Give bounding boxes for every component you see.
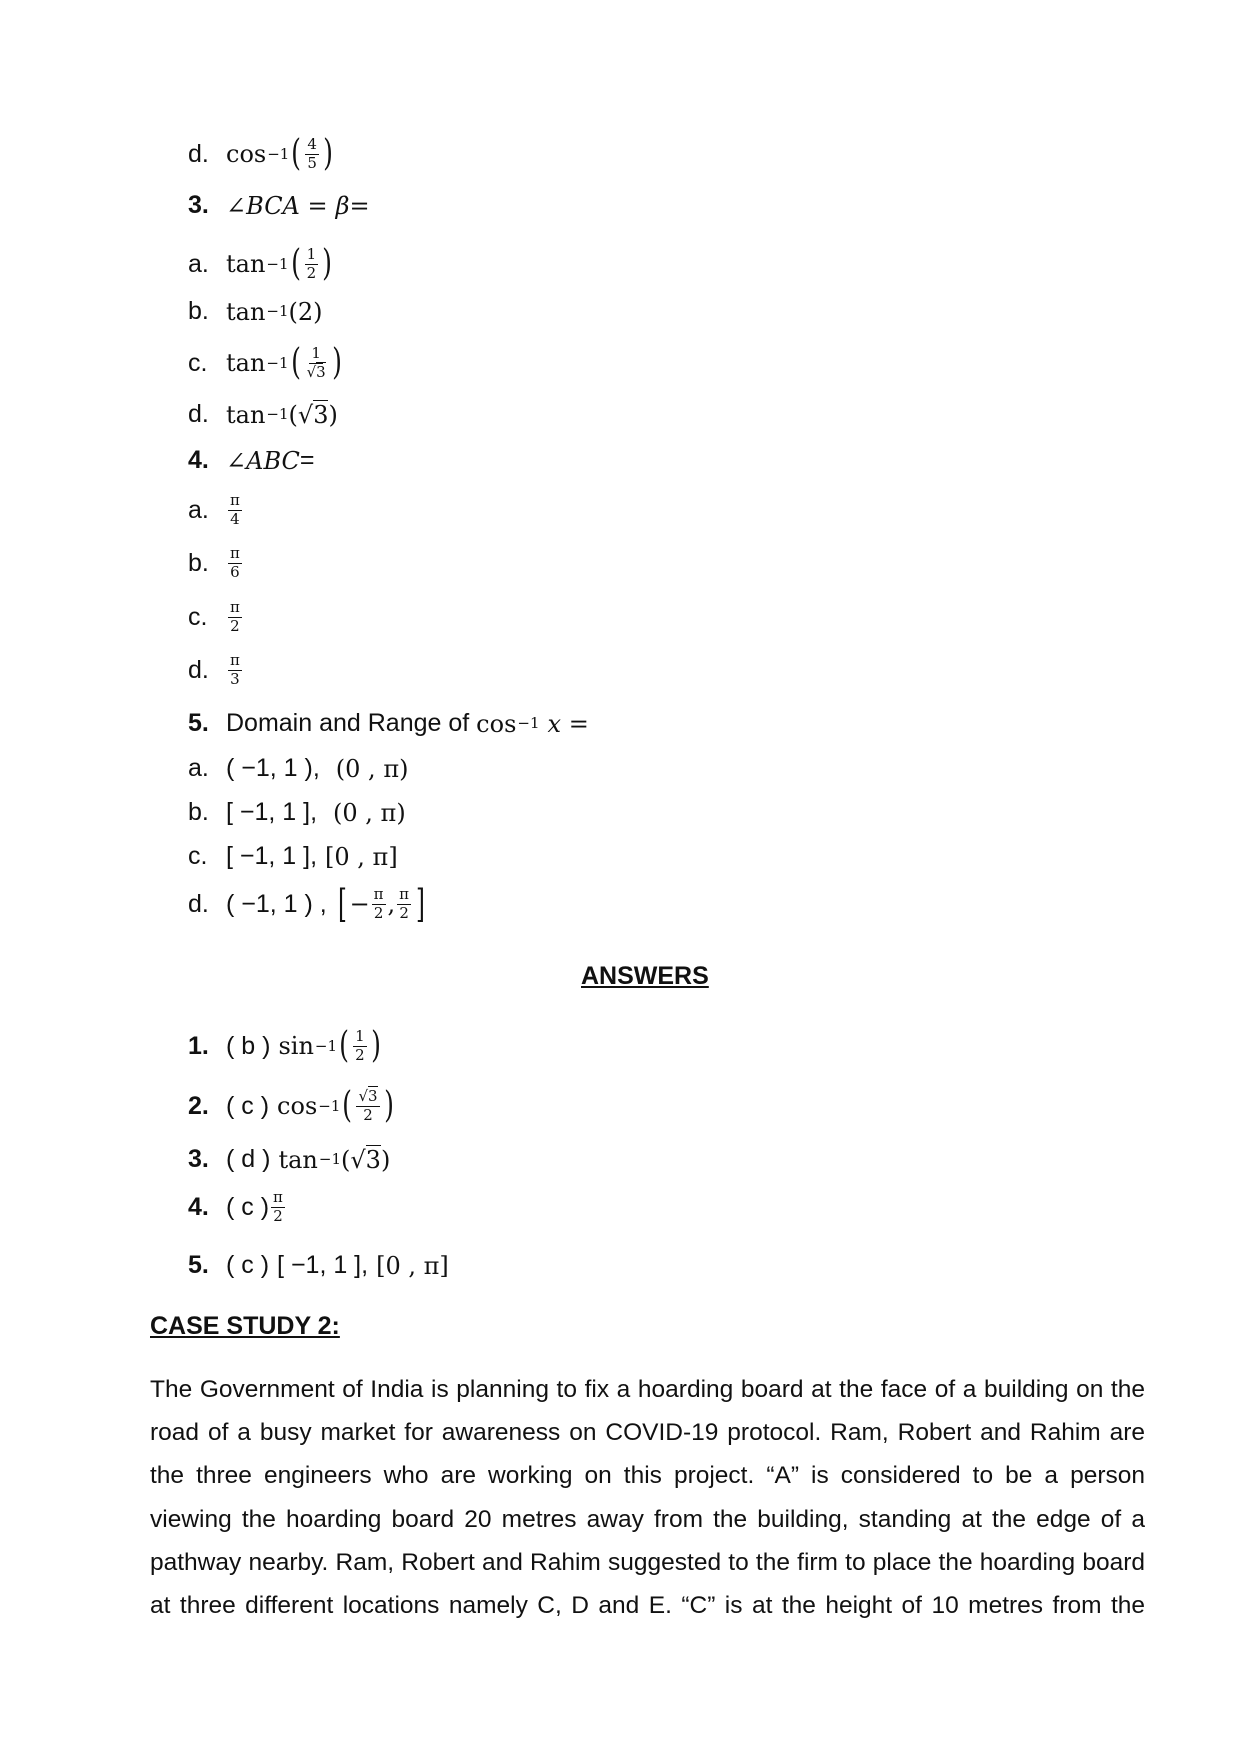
option-label: d. xyxy=(188,655,209,684)
exponent: −1 xyxy=(266,254,289,273)
answer-choice: ( d ) xyxy=(226,1145,271,1173)
paragraph-line: The Government of India is planning to fix a hoarding board at the face of a building on the xyxy=(150,1376,1145,1403)
radicand: 3 xyxy=(313,400,329,429)
answer-number: 1. xyxy=(188,1031,209,1060)
q3-option-c: c. tan −1 ( $\frac{1}{√3}$ ) xyxy=(188,342,342,383)
answer-number: 2. xyxy=(188,1091,209,1120)
range: [0 , π] xyxy=(325,842,398,871)
q4-option-a xyxy=(188,493,244,528)
paragraph-line: road of a busy market for awareness on COVID-19 protocol. Ram, Robert and Rahim are xyxy=(150,1419,1145,1447)
option-label: a. xyxy=(188,754,209,782)
option-label: d. xyxy=(188,889,209,918)
option-label: b. xyxy=(188,548,209,577)
minus-sign: − xyxy=(349,890,370,918)
exponent: −1 xyxy=(318,1096,341,1115)
q5-option-c xyxy=(188,844,398,869)
range: [0 , π] xyxy=(376,1251,449,1280)
paragraph-line: pathway nearby. Ram, Robert and Rahim suggested to the firm to place the hoarding board xyxy=(150,1548,1145,1576)
answer-choice: ( c ) xyxy=(226,1091,270,1120)
option-label: c. xyxy=(188,348,208,377)
range: (0 , π) xyxy=(335,754,409,783)
func-name: tan xyxy=(278,1145,318,1174)
answer-1: 1. ( b ) sin −1 ( $\frac{1}{2}$ ) xyxy=(188,1025,381,1066)
q2-option-d: d. cos −1 ( $\frac{4}{5}$ ) xyxy=(188,133,333,174)
option-label: b. xyxy=(188,297,209,325)
option-label: c. xyxy=(188,602,208,631)
paragraph-line: at three different locations namely C, D and E. “C” is at the height of 10 metres from the xyxy=(150,1592,1145,1620)
exponent: −1 xyxy=(314,1036,338,1055)
exponent: −1 xyxy=(266,302,289,320)
func-name: cos xyxy=(277,1092,318,1120)
answer-number: 3. xyxy=(188,1145,209,1173)
fraction: $\frac{\pi}{6}$ xyxy=(230,544,240,581)
q3-option-b xyxy=(188,299,323,324)
answer-number: 5. xyxy=(188,1251,209,1279)
question-5-stem xyxy=(188,711,589,736)
question-text: Domain and Range of xyxy=(226,709,477,737)
equals-sign: = xyxy=(349,191,370,220)
angle-expression: ∠BCA = xyxy=(226,191,328,220)
option-label: d. xyxy=(188,139,209,168)
equals-sign: = xyxy=(299,446,315,474)
func-name: tan xyxy=(226,400,266,429)
func-name: sin xyxy=(278,1032,314,1060)
option-label: b. xyxy=(188,798,209,826)
fraction: $\frac{√3}{2}$ xyxy=(358,1086,378,1124)
question-4-stem xyxy=(188,448,315,473)
argument: (2) xyxy=(288,297,323,326)
question-number: 3. xyxy=(188,191,209,219)
domain: [ −1, 1 ], xyxy=(226,798,318,826)
fraction: $\frac{1}{2}$ xyxy=(306,244,317,282)
case-study-heading: CASE STUDY 2: xyxy=(150,1312,340,1340)
option-label: d. xyxy=(188,400,209,428)
range: (0 , π) xyxy=(333,798,406,827)
fraction: $\frac{1}{2}$ xyxy=(355,1026,365,1064)
exponent: −1 xyxy=(318,1150,341,1168)
q5-option-b xyxy=(188,800,406,825)
fraction: $\frac{\pi}{3}$ xyxy=(230,651,240,688)
answer-5 xyxy=(188,1253,449,1278)
question-number: 5. xyxy=(188,709,209,737)
fraction: $\frac{\pi}{2}$ xyxy=(399,884,410,922)
exponent: −1 xyxy=(266,405,289,423)
domain: [ −1, 1 ], xyxy=(226,842,318,870)
question-3-stem xyxy=(188,193,370,218)
exponent: −1 xyxy=(517,714,540,732)
variable: x xyxy=(547,709,562,738)
option-label: c. xyxy=(188,842,208,870)
answer-choice: ( c ) xyxy=(226,1251,270,1279)
paragraph-line: the three engineers who are working on this project. “A” is considered to be a person xyxy=(150,1462,1145,1490)
domain: [ −1, 1 ], xyxy=(277,1251,369,1279)
paragraph-line: viewing the hoarding board 20 metres away from the building, standing at the edge of a xyxy=(150,1505,1145,1533)
func-name: tan xyxy=(226,250,266,278)
exponent: −1 xyxy=(267,144,290,163)
beta-symbol: β xyxy=(335,191,350,220)
answer-choice: ( c ) xyxy=(226,1192,270,1221)
answers-heading: ANSWERS xyxy=(581,962,709,990)
fraction: $\frac{\pi}{2}$ xyxy=(273,1188,283,1225)
q4-option-d xyxy=(188,653,244,688)
answer-4 xyxy=(188,1190,287,1225)
answer-3: 3. ( d ) tan −1 (√3) xyxy=(188,1145,391,1174)
func-name: tan xyxy=(226,349,266,377)
fraction: $\frac{\pi}{2}$ xyxy=(230,598,240,635)
q5-option-d: d. ( −1, 1 ) , [ − $\frac{\pi}{2}$ , $\frac{\pi}{2}$ ] xyxy=(188,882,425,926)
func-name: tan xyxy=(226,297,266,326)
q5-option-a xyxy=(188,756,408,781)
q4-option-c xyxy=(188,600,244,635)
domain: ( −1, 1 ), xyxy=(226,754,320,782)
comma: , xyxy=(387,890,396,918)
answer-2: 2. ( c ) cos −1 ( $\frac{√3}{2}$ ) xyxy=(188,1085,394,1126)
fraction: $\frac{\pi}{4}$ xyxy=(230,491,240,528)
question-number: 4. xyxy=(188,446,209,474)
option-label: a. xyxy=(188,249,209,278)
q4-option-b xyxy=(188,546,244,581)
case-study-paragraph xyxy=(150,1368,1145,1627)
fraction: $\frac{\pi}{2}$ xyxy=(373,884,384,922)
fraction: $\frac{4}{5}$ xyxy=(307,134,317,172)
domain: ( −1, 1 ) , xyxy=(226,889,327,918)
answer-number: 4. xyxy=(188,1192,209,1221)
fraction: $\frac{1}{√3}$ xyxy=(306,343,326,381)
answer-choice: ( b ) xyxy=(226,1031,271,1060)
exponent: −1 xyxy=(266,353,289,372)
q3-option-a: a. tan −1 ( $\frac{1}{2}$ ) xyxy=(188,243,333,284)
q3-option-d: d. tan −1 (√3) xyxy=(188,400,338,429)
option-label: a. xyxy=(188,495,209,524)
func-name: cos xyxy=(226,140,267,168)
func-name: cos xyxy=(476,709,517,738)
equals-sign: = xyxy=(561,709,589,738)
angle-expression: ∠ABC xyxy=(226,446,300,475)
radicand: 3 xyxy=(365,1145,381,1174)
